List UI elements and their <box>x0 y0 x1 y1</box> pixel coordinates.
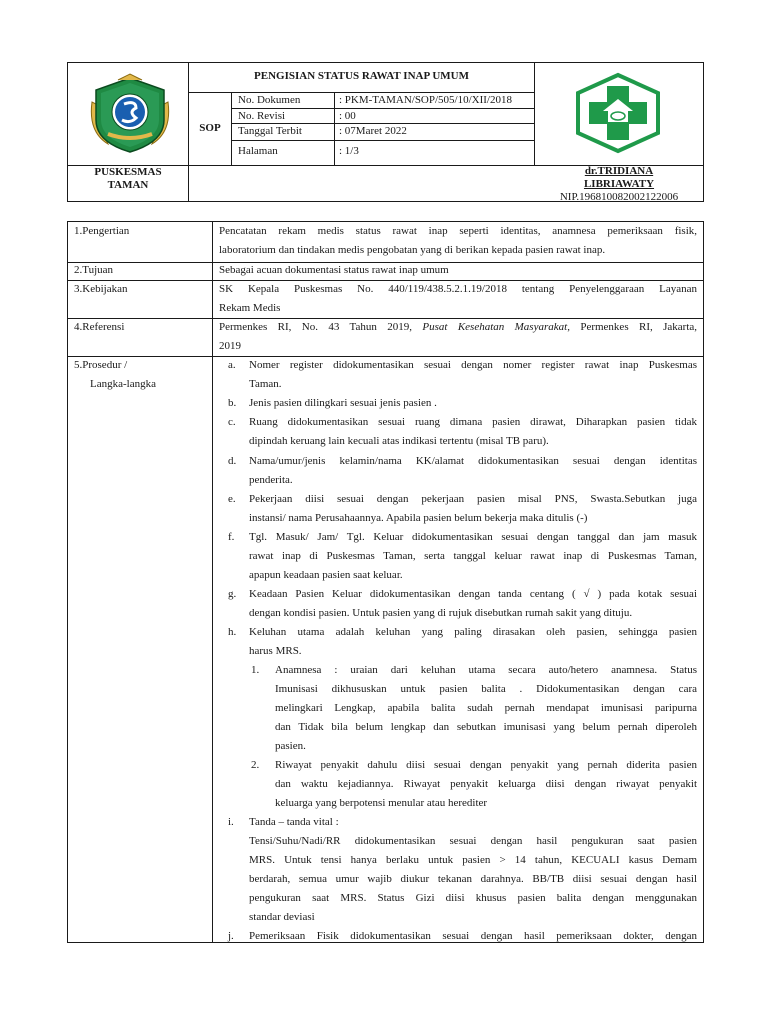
sop-label: SOP <box>199 122 221 134</box>
sub-list-item: Riwayat penyakit dahulu diisi sesuai dengan penyakit yang pernah diderita pasien <box>275 759 697 771</box>
sub-list-marker: 1. <box>251 664 260 676</box>
meta-value: : 1/3 <box>339 145 359 157</box>
list-item: Pekerjaan diisi sesuai dengan pekerjaan pasien misal PNS, Swasta.Sebutkan juga <box>249 493 697 505</box>
regency-emblem-icon <box>78 72 182 156</box>
vital-line: pengukuran saat MRS. Status Gizi diisi khusus pasien balita dengan menggunakan <box>249 892 697 904</box>
list-item: Keadaan Pasien Keluar didokumentasikan dengan tanda centang ( √ ) pada kotak sesuai <box>249 588 697 600</box>
list-marker: e. <box>228 493 236 505</box>
list-item-cont: Taman. <box>249 378 282 390</box>
vital-line: berdarah, semua umur wajib diukur tekanan darahnya. BB/TB diisi sesuai dengan hasil <box>249 873 697 885</box>
referensi-line-1: Permenkes RI, No. 43 Tahun 2019, Pusat Kesehatan Masyarakat, Permenkes RI, Jakarta, <box>219 321 698 333</box>
section-label-referensi: 4.Referensi <box>74 321 125 333</box>
pengertian-line-2: laboratorium dan tindakan medis pengobatan yang di berikan kepada pasien rawat inap. <box>219 244 606 256</box>
section-label-tujuan: 2.Tujuan <box>74 264 114 276</box>
meta-value: : PKM-TAMAN/SOP/505/10/XII/2018 <box>339 94 512 106</box>
section-label-prosedur-line-2: Langka-langka <box>90 378 156 390</box>
sub-list-item-cont: keluarga yang berpotensi menular atau herediter <box>275 797 488 809</box>
list-item-cont: apapun keadaan pasien saat keluar. <box>249 569 403 581</box>
vital-line: Tensi/Suhu/Nadi/RR didokumentasikan sesuai dengan hasil pengukuran saat pasien <box>249 835 697 847</box>
sub-list-item-cont: melingkari Lengkap, apabila balita sudah pernah mendapat imunisasi paripurna <box>275 702 697 714</box>
sub-list-item-cont: dan waktu kejadiannya. Riwayat penyakit keluarga diisi dengan riwayat penyakit <box>275 778 697 790</box>
list-item-cont: instansi/ nama Perusahaannya. Apabila pasien belum bekerja maka ditulis (-) <box>249 512 588 524</box>
list-item: Tanda – tanda vital : <box>249 816 339 828</box>
org-name: PUSKESMAS TAMAN <box>94 166 162 191</box>
list-item-cont: harus MRS. <box>249 645 302 657</box>
kebijakan-line-2: Rekam Medis <box>219 302 281 314</box>
signatory-nip: NIP.196810082002122006 <box>559 191 679 203</box>
list-item-cont: dipindah keruang lain kecuali atas indikasi tertentu (misal TB paru). <box>249 435 549 447</box>
list-item-cont: penderita. <box>249 474 293 486</box>
list-item: Jenis pasien dilingkari sesuai jenis pasien . <box>249 397 437 409</box>
sub-list-item-cont: pasien. <box>275 740 306 752</box>
kebijakan-line-1: SK Kepala Puskesmas No. 440/119/438.5.2.1.19/2018 tentang Penyelenggaraan Layanan <box>219 283 697 295</box>
puskesmas-cross-logo-icon <box>573 72 663 154</box>
list-item-cont: rawat inap di Puskesmas Taman, serta tanggal keluar rawat inap di Puskesmas Taman, <box>249 550 697 562</box>
list-item: Pemeriksaan Fisik didokumentasikan sesuai dengan hasil pemeriksaan dokter, dengan <box>249 930 697 942</box>
section-label-prosedur: 5.Prosedur / <box>74 359 128 371</box>
tujuan-text: Sebagai acuan dokumentasi status rawat inap umum <box>219 264 449 276</box>
meta-label: Tanggal Terbit <box>238 125 302 137</box>
list-marker: i. <box>228 816 234 828</box>
sub-list-item-cont: dan Tidak bila belum lengkap dan sebutkan imunisasi yang belum pernah diperoleh <box>275 721 697 733</box>
list-marker: d. <box>228 455 237 467</box>
vital-line: standar deviasi <box>249 911 315 923</box>
vital-line: MRS. Untuk tensi hanya berlaku untuk pasien > 14 tahun, KECUALI kasus Demam <box>249 854 697 866</box>
list-item: Ruang didokumentasikan sesuai ruang dimana pasien dirawat, Diharapkan pasien tidak <box>249 416 697 428</box>
list-item: Tgl. Masuk/ Jam/ Tgl. Keluar didokumentasikan sesuai dengan tanggal dan jam masuk <box>249 531 697 543</box>
meta-value: : 00 <box>339 110 356 122</box>
referensi-line-2: 2019 <box>219 340 241 352</box>
list-item: Nama/umur/jenis kelamin/nama KK/alamat didokumentasikan sesuai dengan identitas <box>249 455 697 467</box>
meta-value: : 07Maret 2022 <box>339 125 407 137</box>
pengertian-line-1: Pencatatan rekam medis status rawat inap seperti identitas, anamnesa pemeriksaan fisik, <box>219 225 697 237</box>
sub-list-item-cont: Imunisasi dikhususkan untuk pasien balita . Didokumentasikan dengan cara <box>275 683 697 695</box>
list-item-cont: dengan kondisi pasien. Untuk pasien yang di rujuk disebutkan rumah sakit yang dituju. <box>249 607 633 619</box>
meta-label: No. Revisi <box>238 110 286 122</box>
list-marker: f. <box>228 531 235 543</box>
list-marker: b. <box>228 397 237 409</box>
section-label-kebijakan: 3.Kebijakan <box>74 283 128 295</box>
list-marker: c. <box>228 416 236 428</box>
list-marker: a. <box>228 359 236 371</box>
sub-list-marker: 2. <box>251 759 260 771</box>
signatory-name: dr.TRIDIANA LIBRIAWATY <box>583 165 655 190</box>
meta-label: No. Dokumen <box>238 94 301 106</box>
section-label-pengertian: 1.Pengertian <box>74 225 130 237</box>
list-marker: h. <box>228 626 237 638</box>
list-marker: j. <box>228 930 234 942</box>
meta-label: Halaman <box>238 145 278 157</box>
list-marker: g. <box>228 588 237 600</box>
list-item: Nomer register didokumentasikan sesuai dengan nomer register rawat inap Puskesmas <box>249 359 697 371</box>
sub-list-item: Anamnesa : uraian dari keluhan utama secara auto/hetero anamnesa. Status <box>275 664 697 676</box>
list-item: Keluhan utama adalah keluhan yang paling dirasakan oleh pasien, sehingga pasien <box>249 626 697 638</box>
document-title: PENGISIAN STATUS RAWAT INAP UMUM <box>254 70 469 82</box>
